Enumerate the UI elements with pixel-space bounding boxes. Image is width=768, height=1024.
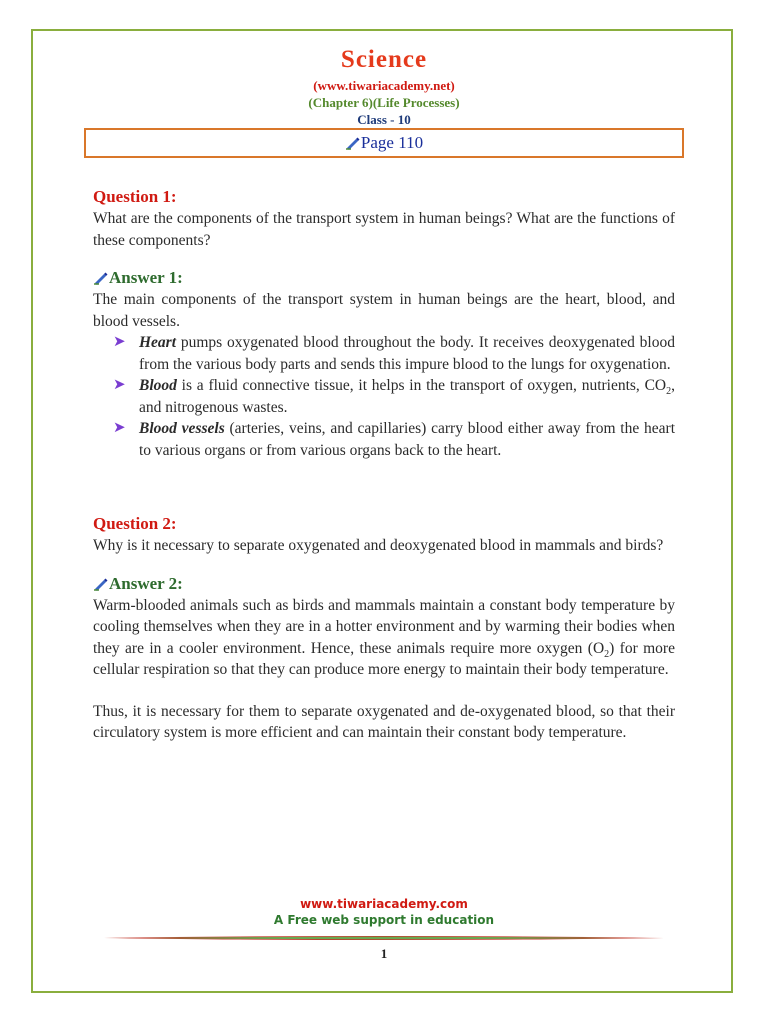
- subscript: 2: [666, 386, 672, 398]
- arrow-bullet-icon: ➤: [113, 420, 126, 436]
- page-footer: [0, 896, 768, 928]
- answer-1-intro: The main components of the transport system in human beings are the heart, blood, and blood vessels.: [93, 291, 675, 330]
- page-number: 1: [380, 946, 388, 961]
- answer-2-heading-text: Answer 2:: [109, 573, 183, 593]
- term-blood: Blood: [139, 377, 177, 394]
- header-site-link[interactable]: (www.tiwariacademy.net): [313, 78, 455, 93]
- answer-1-heading-text: Answer 1:: [109, 268, 183, 287]
- class-label: Class - 10: [357, 112, 411, 127]
- list-item: [93, 375, 675, 418]
- arrow-bullet-icon: ➤: [113, 334, 126, 350]
- question-2-text: Why is it necessary to separate oxygenated and deoxygenated blood in mammals and birds?: [93, 537, 664, 554]
- paragraph-text: Warm-blooded animals such as birds and mammals maintain a constant body temperature by cooling themselves when they are in a hotter environment and by warming their bodies when they are in a cooler environment. Hence, these animals require more oxygen (O: [93, 596, 675, 657]
- pen-icon: [93, 577, 108, 591]
- question-2-heading: Question 2:: [93, 514, 177, 533]
- pen-icon: [93, 271, 108, 285]
- answer-1-list: [93, 332, 675, 461]
- footer-tagline: A Free web support in education: [273, 913, 495, 927]
- term-heart: Heart: [139, 334, 177, 351]
- bullet-text: , and nitrogenous wastes.: [139, 377, 675, 416]
- page-title: Science: [340, 46, 428, 73]
- footer-site-link[interactable]: www.tiwariacademy.com: [300, 897, 468, 911]
- bullet-text: is a fluid connective tissue, it helps in the transport of oxygen, nutrients, CO: [176, 377, 667, 394]
- answer-2-paragraph-2: Thus, it is necessary for them to separate oxygenated and de-oxygenated blood, so that their circulatory system is more efficient and can maintain their constant body temperature.: [93, 702, 675, 741]
- page-label: Page 110: [360, 133, 424, 152]
- question-1-text: What are the components of the transport system in human beings? What are the functions of these components?: [93, 210, 675, 249]
- subscript: 2: [604, 648, 610, 660]
- list-item: [93, 332, 675, 375]
- pen-icon: [345, 136, 360, 150]
- footer-divider: [104, 934, 664, 942]
- bullet-text: pumps oxygenated blood throughout the body. It receives deoxygenated blood from the various body parts and sends this impure blood to the lungs for oxygenation.: [139, 334, 675, 373]
- page-label-box: [84, 128, 684, 158]
- paragraph-text: ) for more cellular respiration so that they can produce more energy to maintain their body temperature.: [93, 639, 675, 678]
- answer-2-heading: [93, 573, 675, 595]
- answer-1-heading: [93, 267, 675, 289]
- list-item: [93, 418, 675, 461]
- chapter-label: (Chapter 6)(Life Processes): [308, 95, 460, 110]
- answer-2-paragraph-1: [93, 595, 675, 681]
- page-header: [0, 44, 768, 128]
- question-1-heading: Question 1:: [93, 187, 177, 206]
- term-blood-vessels: Blood vessels: [139, 420, 225, 437]
- arrow-bullet-icon: ➤: [113, 377, 126, 393]
- document-body: [93, 186, 675, 744]
- bullet-text: (arteries, veins, and capillaries) carry blood either away from the heart to various organs or from various organs back to the heart.: [139, 420, 676, 459]
